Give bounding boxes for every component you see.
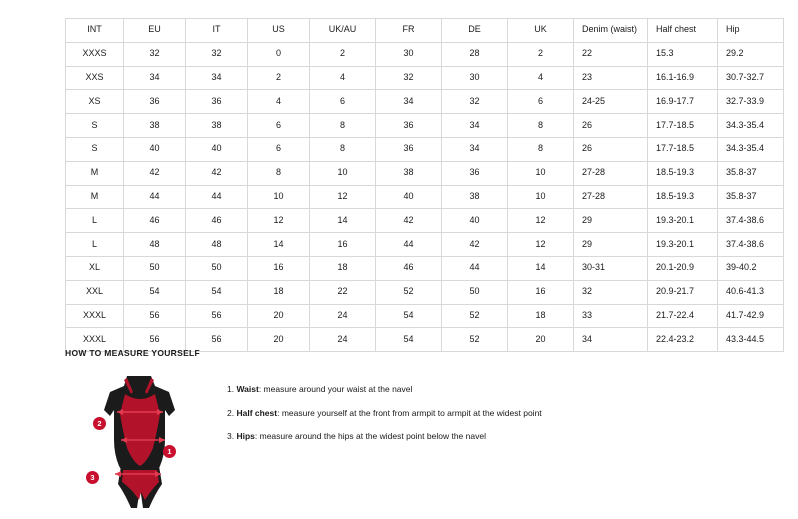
cell-fr: 46 [376,256,442,280]
cell-eu: 32 [124,42,186,66]
cell-us: 16 [248,256,310,280]
cell-de: 52 [442,328,508,352]
cell-ukau: 8 [310,137,376,161]
cell-eu: 56 [124,304,186,328]
cell-eu: 56 [124,328,186,352]
cell-de: 34 [442,137,508,161]
cell-denim-waist: 24-25 [574,90,648,114]
column-header-hip: Hip [718,19,784,43]
cell-uk: 20 [508,328,574,352]
cell-int: XXS [66,66,124,90]
column-header-half-chest: Half chest [648,19,718,43]
cell-us: 8 [248,161,310,185]
cell-us: 6 [248,137,310,161]
cell-fr: 54 [376,304,442,328]
cell-ukau: 8 [310,114,376,138]
cell-fr: 40 [376,185,442,209]
cell-ukau: 24 [310,328,376,352]
cell-denim-waist: 26 [574,137,648,161]
cell-de: 44 [442,256,508,280]
measure-item-number: 2. [227,407,235,418]
cell-ukau: 14 [310,209,376,233]
cell-int: XXL [66,280,124,304]
cell-ukau: 2 [310,42,376,66]
table-row [66,114,784,138]
cell-uk: 12 [508,233,574,257]
cell-ukau: 24 [310,304,376,328]
cell-half-chest: 16.1-16.9 [648,66,718,90]
cell-int: S [66,114,124,138]
hip-arrow-left [115,471,121,477]
cell-de: 30 [442,66,508,90]
cell-us: 6 [248,114,310,138]
cell-denim-waist: 27-28 [574,185,648,209]
column-header-int: INT [66,19,124,43]
cell-it: 38 [186,114,248,138]
cell-uk: 8 [508,114,574,138]
cell-int: XL [66,256,124,280]
cell-eu: 40 [124,137,186,161]
cell-int: XXXS [66,42,124,66]
mannequin-figure [65,370,215,510]
table-header [66,19,784,43]
cell-uk: 10 [508,185,574,209]
cell-fr: 30 [376,42,442,66]
cell-uk: 4 [508,66,574,90]
cell-uk: 14 [508,256,574,280]
cell-eu: 50 [124,256,186,280]
cell-us: 20 [248,328,310,352]
cell-int: L [66,233,124,257]
mannequin-illustration-svg [65,370,215,510]
cell-fr: 38 [376,161,442,185]
cell-ukau: 22 [310,280,376,304]
cell-denim-waist: 26 [574,114,648,138]
column-header-eu: EU [124,19,186,43]
table-row [66,137,784,161]
cell-fr: 34 [376,90,442,114]
measure-item-term: Waist [236,384,259,394]
cell-de: 38 [442,185,508,209]
cell-it: 36 [186,90,248,114]
cell-hip: 37.4-38.6 [718,209,784,233]
cell-de: 40 [442,209,508,233]
cell-hip: 34.3-35.4 [718,114,784,138]
cell-us: 4 [248,90,310,114]
badge-waist: 1 [163,445,176,458]
cell-it: 34 [186,66,248,90]
cell-half-chest: 16.9-17.7 [648,90,718,114]
cell-uk: 8 [508,137,574,161]
cell-hip: 41.7-42.9 [718,304,784,328]
table-row [66,185,784,209]
cell-denim-waist: 29 [574,209,648,233]
cell-de: 36 [442,161,508,185]
measure-item-waist [227,384,542,395]
cell-hip: 32.7-33.9 [718,90,784,114]
cell-eu: 48 [124,233,186,257]
measure-item-number: 3. [227,431,235,442]
cell-int: XXXL [66,328,124,352]
cell-it: 50 [186,256,248,280]
cell-denim-waist: 32 [574,280,648,304]
cell-ukau: 16 [310,233,376,257]
cell-eu: 42 [124,161,186,185]
table-row [66,66,784,90]
measure-item-text: : measure yourself at the front from armpit to armpit at the widest point [277,407,542,418]
cell-fr: 36 [376,114,442,138]
cell-fr: 52 [376,280,442,304]
cell-it: 48 [186,233,248,257]
cell-ukau: 4 [310,66,376,90]
cell-us: 20 [248,304,310,328]
cell-us: 0 [248,42,310,66]
how-to-measure-title: HOW TO MEASURE YOURSELF [65,348,201,358]
cell-int: XXXL [66,304,124,328]
cell-half-chest: 22.4-23.2 [648,328,718,352]
column-header-denim-waist: Denim (waist) [574,19,648,43]
cell-de: 32 [442,90,508,114]
column-header-de: DE [442,19,508,43]
measure-item-text: : measure around your waist at the navel [258,384,413,394]
cell-de: 42 [442,233,508,257]
measure-item-half-chest [227,408,542,419]
cell-denim-waist: 23 [574,66,648,90]
table-row [66,161,784,185]
measure-item-text: : measure around the hips at the widest point below the navel [254,431,486,442]
cell-denim-waist: 30-31 [574,256,648,280]
cell-it: 32 [186,42,248,66]
cell-ukau: 6 [310,90,376,114]
column-header-us: US [248,19,310,43]
badge-hips: 3 [86,471,99,484]
cell-it: 46 [186,209,248,233]
table-header-row [66,19,784,43]
column-header-uk: UK [508,19,574,43]
measure-item-term: Half chest [236,407,278,418]
cell-uk: 18 [508,304,574,328]
cell-half-chest: 18.5-19.3 [648,161,718,185]
cell-us: 10 [248,185,310,209]
cell-uk: 10 [508,161,574,185]
table-row [66,90,784,114]
column-header-ukau: UK/AU [310,19,376,43]
cell-eu: 54 [124,280,186,304]
cell-int: M [66,185,124,209]
cell-fr: 36 [376,137,442,161]
measure-instructions-list [227,370,542,455]
cell-it: 44 [186,185,248,209]
cell-denim-waist: 33 [574,304,648,328]
cell-uk: 2 [508,42,574,66]
cell-de: 28 [442,42,508,66]
column-header-fr: FR [376,19,442,43]
measure-item-hips [227,431,542,442]
cell-half-chest: 19.3-20.1 [648,209,718,233]
cell-hip: 35.8-37 [718,161,784,185]
cell-us: 14 [248,233,310,257]
table-row [66,42,784,66]
table-body [66,42,784,351]
cell-half-chest: 19.3-20.1 [648,233,718,257]
cell-ukau: 12 [310,185,376,209]
cell-half-chest: 15.3 [648,42,718,66]
cell-denim-waist: 27-28 [574,161,648,185]
cell-it: 56 [186,328,248,352]
cell-int: L [66,209,124,233]
cell-half-chest: 20.1-20.9 [648,256,718,280]
cell-eu: 34 [124,66,186,90]
cell-it: 40 [186,137,248,161]
cell-half-chest: 21.7-22.4 [648,304,718,328]
cell-ukau: 18 [310,256,376,280]
size-chart-table [65,18,784,352]
cell-hip: 37.4-38.6 [718,233,784,257]
cell-fr: 42 [376,209,442,233]
cell-uk: 12 [508,209,574,233]
cell-uk: 6 [508,90,574,114]
cell-it: 56 [186,304,248,328]
cell-half-chest: 20.9-21.7 [648,280,718,304]
cell-denim-waist: 22 [574,42,648,66]
table-row [66,233,784,257]
cell-us: 12 [248,209,310,233]
cell-hip: 43.3-44.5 [718,328,784,352]
column-header-it: IT [186,19,248,43]
cell-de: 34 [442,114,508,138]
cell-denim-waist: 29 [574,233,648,257]
how-to-measure-body [65,370,745,510]
cell-int: XS [66,90,124,114]
cell-denim-waist: 34 [574,328,648,352]
cell-eu: 44 [124,185,186,209]
measure-item-term: Hips [236,431,255,442]
how-to-measure-section [65,348,745,510]
cell-us: 2 [248,66,310,90]
cell-hip: 34.3-35.4 [718,137,784,161]
table-row [66,280,784,304]
cell-eu: 46 [124,209,186,233]
cell-uk: 16 [508,280,574,304]
table-row [66,256,784,280]
cell-hip: 40.6-41.3 [718,280,784,304]
cell-half-chest: 17.7-18.5 [648,137,718,161]
measure-item-number: 1. [227,384,235,394]
cell-eu: 36 [124,90,186,114]
cell-it: 54 [186,280,248,304]
cell-hip: 39-40.2 [718,256,784,280]
cell-half-chest: 17.7-18.5 [648,114,718,138]
cell-it: 42 [186,161,248,185]
cell-fr: 32 [376,66,442,90]
cell-de: 50 [442,280,508,304]
table-row [66,304,784,328]
cell-hip: 30.7-32.7 [718,66,784,90]
cell-int: S [66,137,124,161]
cell-de: 52 [442,304,508,328]
badge-half-chest: 2 [93,417,106,430]
table-row [66,209,784,233]
size-chart-container [65,18,765,352]
cell-us: 18 [248,280,310,304]
cell-eu: 38 [124,114,186,138]
cell-hip: 35.8-37 [718,185,784,209]
cell-hip: 29.2 [718,42,784,66]
cell-half-chest: 18.5-19.3 [648,185,718,209]
cell-fr: 54 [376,328,442,352]
cell-int: M [66,161,124,185]
cell-fr: 44 [376,233,442,257]
cell-ukau: 10 [310,161,376,185]
